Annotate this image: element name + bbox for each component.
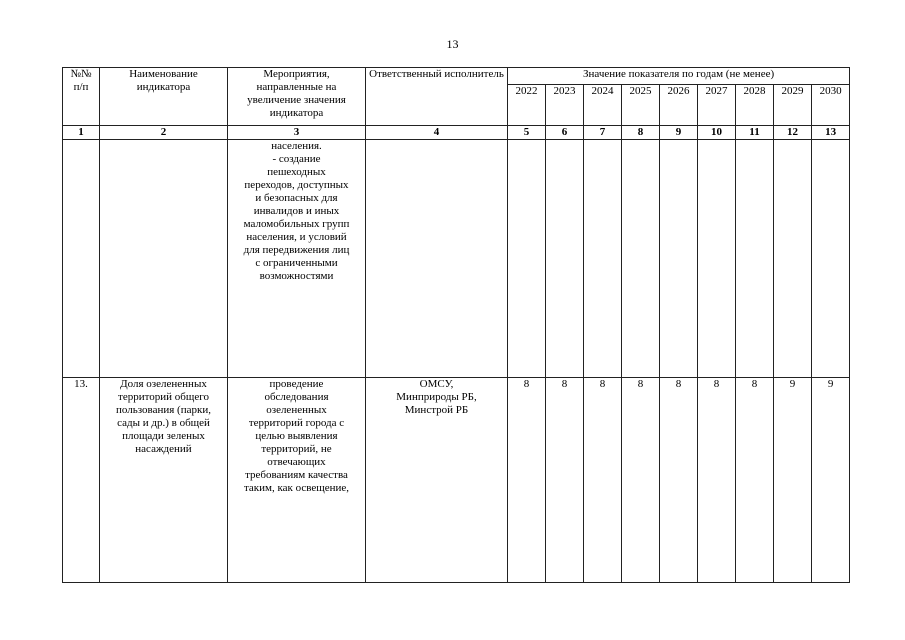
header-year: 2023 [546, 85, 584, 126]
cell-line: таким, как освещение, [243, 482, 350, 494]
page-number: 13 [446, 37, 459, 51]
row-value [736, 140, 774, 378]
cell-line: населения. [271, 140, 322, 152]
column-number: 2 [100, 126, 228, 140]
row-indicator [100, 140, 228, 378]
column-number: 11 [736, 126, 774, 140]
cell-line: переходов, доступных [244, 179, 349, 191]
column-number: 5 [508, 126, 546, 140]
cell-line: площади зеленых [122, 430, 205, 442]
header-indicator: Наименование индикатора [100, 68, 228, 126]
cell-line: отвечающих [267, 456, 326, 468]
row-value [584, 140, 622, 378]
row-value [812, 140, 850, 378]
row-value [546, 140, 584, 378]
cell-line: сады и др.) в общей [117, 417, 210, 429]
column-number: 10 [698, 126, 736, 140]
row-value [660, 140, 698, 378]
cell-line: маломобильных групп [243, 218, 350, 230]
header-year: 2024 [584, 85, 622, 126]
column-number: 1 [63, 126, 100, 140]
table-row [63, 378, 850, 583]
row-indicator [100, 378, 228, 583]
column-number: 7 [584, 126, 622, 140]
column-number: 8 [622, 126, 660, 140]
cell-line: и безопасных для [255, 192, 338, 204]
cell-line: Минстрой РБ [404, 404, 469, 416]
table-row [63, 140, 850, 378]
column-number: 13 [812, 126, 850, 140]
cell-line: инвалидов и иных [253, 205, 340, 217]
cell-line: Доля озелененных [120, 378, 207, 390]
row-value: 8 [698, 378, 736, 583]
cell-line: территорий, не [261, 443, 332, 455]
cell-line: с ограниченными [255, 257, 338, 269]
column-number: 12 [774, 126, 812, 140]
row-value [774, 140, 812, 378]
header-row [63, 68, 850, 85]
header-year: 2025 [622, 85, 660, 126]
row-executor [366, 378, 508, 583]
cell-line: требованиям качества [245, 469, 348, 481]
row-value [698, 140, 736, 378]
header-measures: Мероприятия, направленные на увеличение значения индикатора [228, 68, 366, 126]
column-number-row [63, 126, 850, 140]
row-value: 9 [812, 378, 850, 583]
header-year: 2029 [774, 85, 812, 126]
column-number: 3 [228, 126, 366, 140]
row-value: 8 [622, 378, 660, 583]
cell-line: - создание [272, 153, 321, 165]
row-measures [228, 378, 366, 583]
cell-line: территорий общего [118, 391, 209, 403]
row-value [508, 140, 546, 378]
row-value: 8 [584, 378, 622, 583]
indicator-table [62, 67, 850, 583]
column-number: 6 [546, 126, 584, 140]
header-years-group: Значение показателя по годам (не менее) [508, 68, 850, 85]
cell-line: территорий города с [248, 417, 345, 429]
row-value: 8 [508, 378, 546, 583]
cell-line: для передвижения лиц [243, 244, 350, 256]
row-value: 8 [546, 378, 584, 583]
row-executor [366, 140, 508, 378]
row-value [622, 140, 660, 378]
header-year: 2026 [660, 85, 698, 126]
header-year: 2030 [812, 85, 850, 126]
header-year: 2027 [698, 85, 736, 126]
column-number: 4 [366, 126, 508, 140]
row-value: 8 [736, 378, 774, 583]
header-year: 2022 [508, 85, 546, 126]
cell-line: населения, и условий [246, 231, 347, 243]
cell-line: озелененных [266, 404, 327, 416]
cell-line: пешеходных [267, 166, 326, 178]
header-executor: Ответственный исполнитель [366, 68, 508, 126]
cell-line: пользования (парки, [116, 404, 211, 416]
cell-line: проведение [269, 378, 324, 390]
row-measures [228, 140, 366, 378]
row-num [63, 140, 100, 378]
cell-line: насаждений [135, 443, 192, 455]
row-value: 8 [660, 378, 698, 583]
cell-line: целью выявления [255, 430, 338, 442]
row-num: 13. [63, 378, 100, 583]
cell-line: возможностями [259, 270, 334, 282]
cell-line: обследования [264, 391, 329, 403]
cell-line: ОМСУ, [419, 378, 454, 390]
cell-line: Минприроды РБ, [396, 391, 477, 403]
header-num: №№ п/п [63, 68, 100, 126]
header-year: 2028 [736, 85, 774, 126]
column-number: 9 [660, 126, 698, 140]
row-value: 9 [774, 378, 812, 583]
